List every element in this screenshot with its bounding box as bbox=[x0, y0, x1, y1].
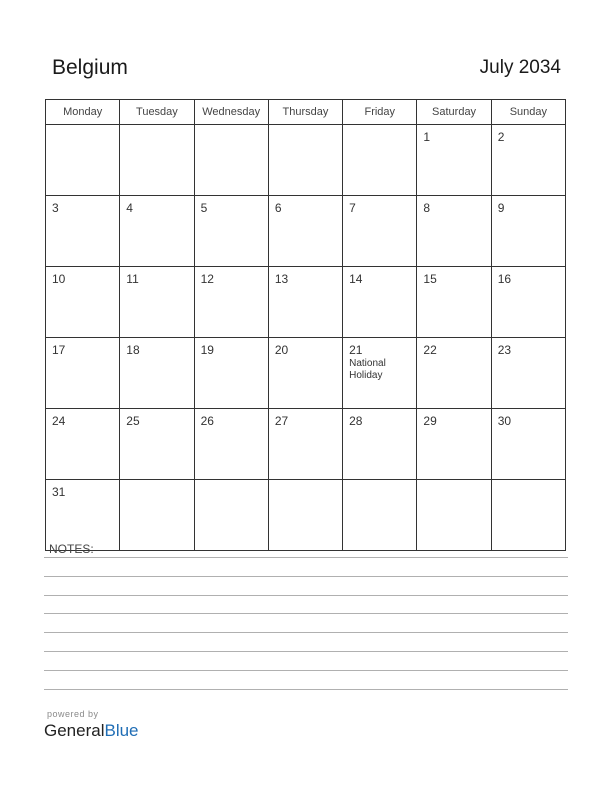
day-cell bbox=[194, 267, 268, 338]
brand-part1: General bbox=[44, 721, 105, 740]
day-cell bbox=[491, 480, 565, 551]
day-number: 30 bbox=[497, 414, 512, 428]
day-cell bbox=[120, 267, 194, 338]
calendar-grid bbox=[45, 99, 566, 551]
day-number: 14 bbox=[349, 272, 363, 286]
day-number: 10 bbox=[52, 272, 66, 286]
day-number: 11 bbox=[126, 272, 139, 286]
day-cell bbox=[194, 409, 268, 480]
day-cell-holiday bbox=[343, 338, 417, 409]
powered-by-text: powered by bbox=[47, 709, 99, 719]
day-cell bbox=[491, 196, 565, 267]
day-number: 7 bbox=[349, 201, 356, 215]
day-number: 13 bbox=[274, 272, 289, 286]
day-number: 5 bbox=[200, 201, 208, 215]
weekday-thursday: Thursday bbox=[268, 100, 342, 125]
weekday-monday: Monday bbox=[46, 100, 120, 125]
day-number: 8 bbox=[423, 201, 431, 215]
note-line bbox=[44, 613, 568, 614]
day-cell bbox=[417, 267, 491, 338]
day-number: 9 bbox=[497, 201, 505, 215]
day-cell bbox=[194, 196, 268, 267]
day-cell bbox=[491, 125, 565, 196]
day-number: 25 bbox=[126, 414, 140, 428]
note-line bbox=[44, 595, 568, 596]
day-number: 18 bbox=[126, 343, 140, 357]
day-number: 29 bbox=[423, 414, 437, 428]
day-cell bbox=[491, 409, 565, 480]
day-number: 31 bbox=[52, 485, 66, 499]
day-cell bbox=[46, 338, 120, 409]
day-number: 16 bbox=[497, 272, 512, 286]
day-cell bbox=[268, 196, 342, 267]
day-cell bbox=[417, 125, 491, 196]
day-cell bbox=[268, 480, 342, 551]
country-title: Belgium bbox=[52, 56, 128, 79]
weekday-friday: Friday bbox=[343, 100, 417, 125]
day-number: 17 bbox=[52, 343, 66, 357]
day-cell bbox=[343, 480, 417, 551]
day-cell bbox=[491, 267, 565, 338]
day-number: 15 bbox=[423, 272, 437, 286]
note-line bbox=[44, 557, 568, 558]
note-line bbox=[44, 670, 568, 671]
day-cell bbox=[343, 267, 417, 338]
day-cell bbox=[194, 125, 268, 196]
weekday-saturday: Saturday bbox=[417, 100, 491, 125]
day-cell bbox=[417, 409, 491, 480]
day-cell bbox=[120, 480, 194, 551]
day-number: 12 bbox=[200, 272, 214, 286]
note-line bbox=[44, 576, 568, 577]
day-cell bbox=[268, 125, 342, 196]
day-cell bbox=[268, 267, 342, 338]
day-number: 6 bbox=[274, 201, 282, 215]
weekday-wednesday: Wednesday bbox=[194, 100, 268, 125]
day-cell bbox=[268, 409, 342, 480]
weekday-sunday: Sunday bbox=[491, 100, 565, 125]
day-cell bbox=[417, 480, 491, 551]
day-number: 28 bbox=[349, 414, 363, 428]
week-row bbox=[46, 267, 566, 338]
week-row bbox=[46, 196, 566, 267]
week-row bbox=[46, 409, 566, 480]
day-number: 22 bbox=[423, 343, 437, 357]
day-number: 3 bbox=[52, 201, 59, 215]
day-number: 2 bbox=[497, 130, 505, 144]
day-cell bbox=[194, 480, 268, 551]
week-row bbox=[46, 338, 566, 409]
generalblue-logo bbox=[44, 721, 139, 741]
week-row bbox=[46, 125, 566, 196]
day-cell bbox=[46, 409, 120, 480]
day-cell bbox=[120, 125, 194, 196]
day-cell bbox=[120, 409, 194, 480]
note-line bbox=[44, 689, 568, 690]
day-cell bbox=[46, 480, 120, 551]
brand-part2: Blue bbox=[104, 721, 139, 740]
day-cell bbox=[46, 125, 120, 196]
day-cell bbox=[120, 196, 194, 267]
weekday-header-row bbox=[46, 100, 566, 125]
day-cell bbox=[417, 338, 491, 409]
day-cell bbox=[268, 338, 342, 409]
day-cell bbox=[46, 267, 120, 338]
day-number: 19 bbox=[200, 343, 214, 357]
day-number: 24 bbox=[52, 414, 66, 428]
day-number: 20 bbox=[274, 343, 289, 357]
day-cell bbox=[120, 338, 194, 409]
day-number: 26 bbox=[200, 414, 214, 428]
notes-label: NOTES: bbox=[49, 542, 94, 556]
day-cell bbox=[46, 196, 120, 267]
holiday-label: National Holiday bbox=[349, 358, 386, 381]
note-line bbox=[44, 632, 568, 633]
weekday-tuesday: Tuesday bbox=[120, 100, 194, 125]
day-number: 21 bbox=[349, 343, 363, 357]
day-cell bbox=[343, 409, 417, 480]
day-number: 1 bbox=[423, 130, 431, 144]
day-number: 4 bbox=[126, 201, 133, 215]
day-number: 23 bbox=[497, 343, 512, 357]
note-line bbox=[44, 651, 568, 652]
day-cell bbox=[343, 125, 417, 196]
day-cell bbox=[343, 196, 417, 267]
day-cell bbox=[417, 196, 491, 267]
day-cell bbox=[491, 338, 565, 409]
month-year-title: July 2034 bbox=[479, 57, 561, 78]
day-number: 27 bbox=[274, 414, 289, 428]
week-row bbox=[46, 480, 566, 551]
day-cell bbox=[194, 338, 268, 409]
